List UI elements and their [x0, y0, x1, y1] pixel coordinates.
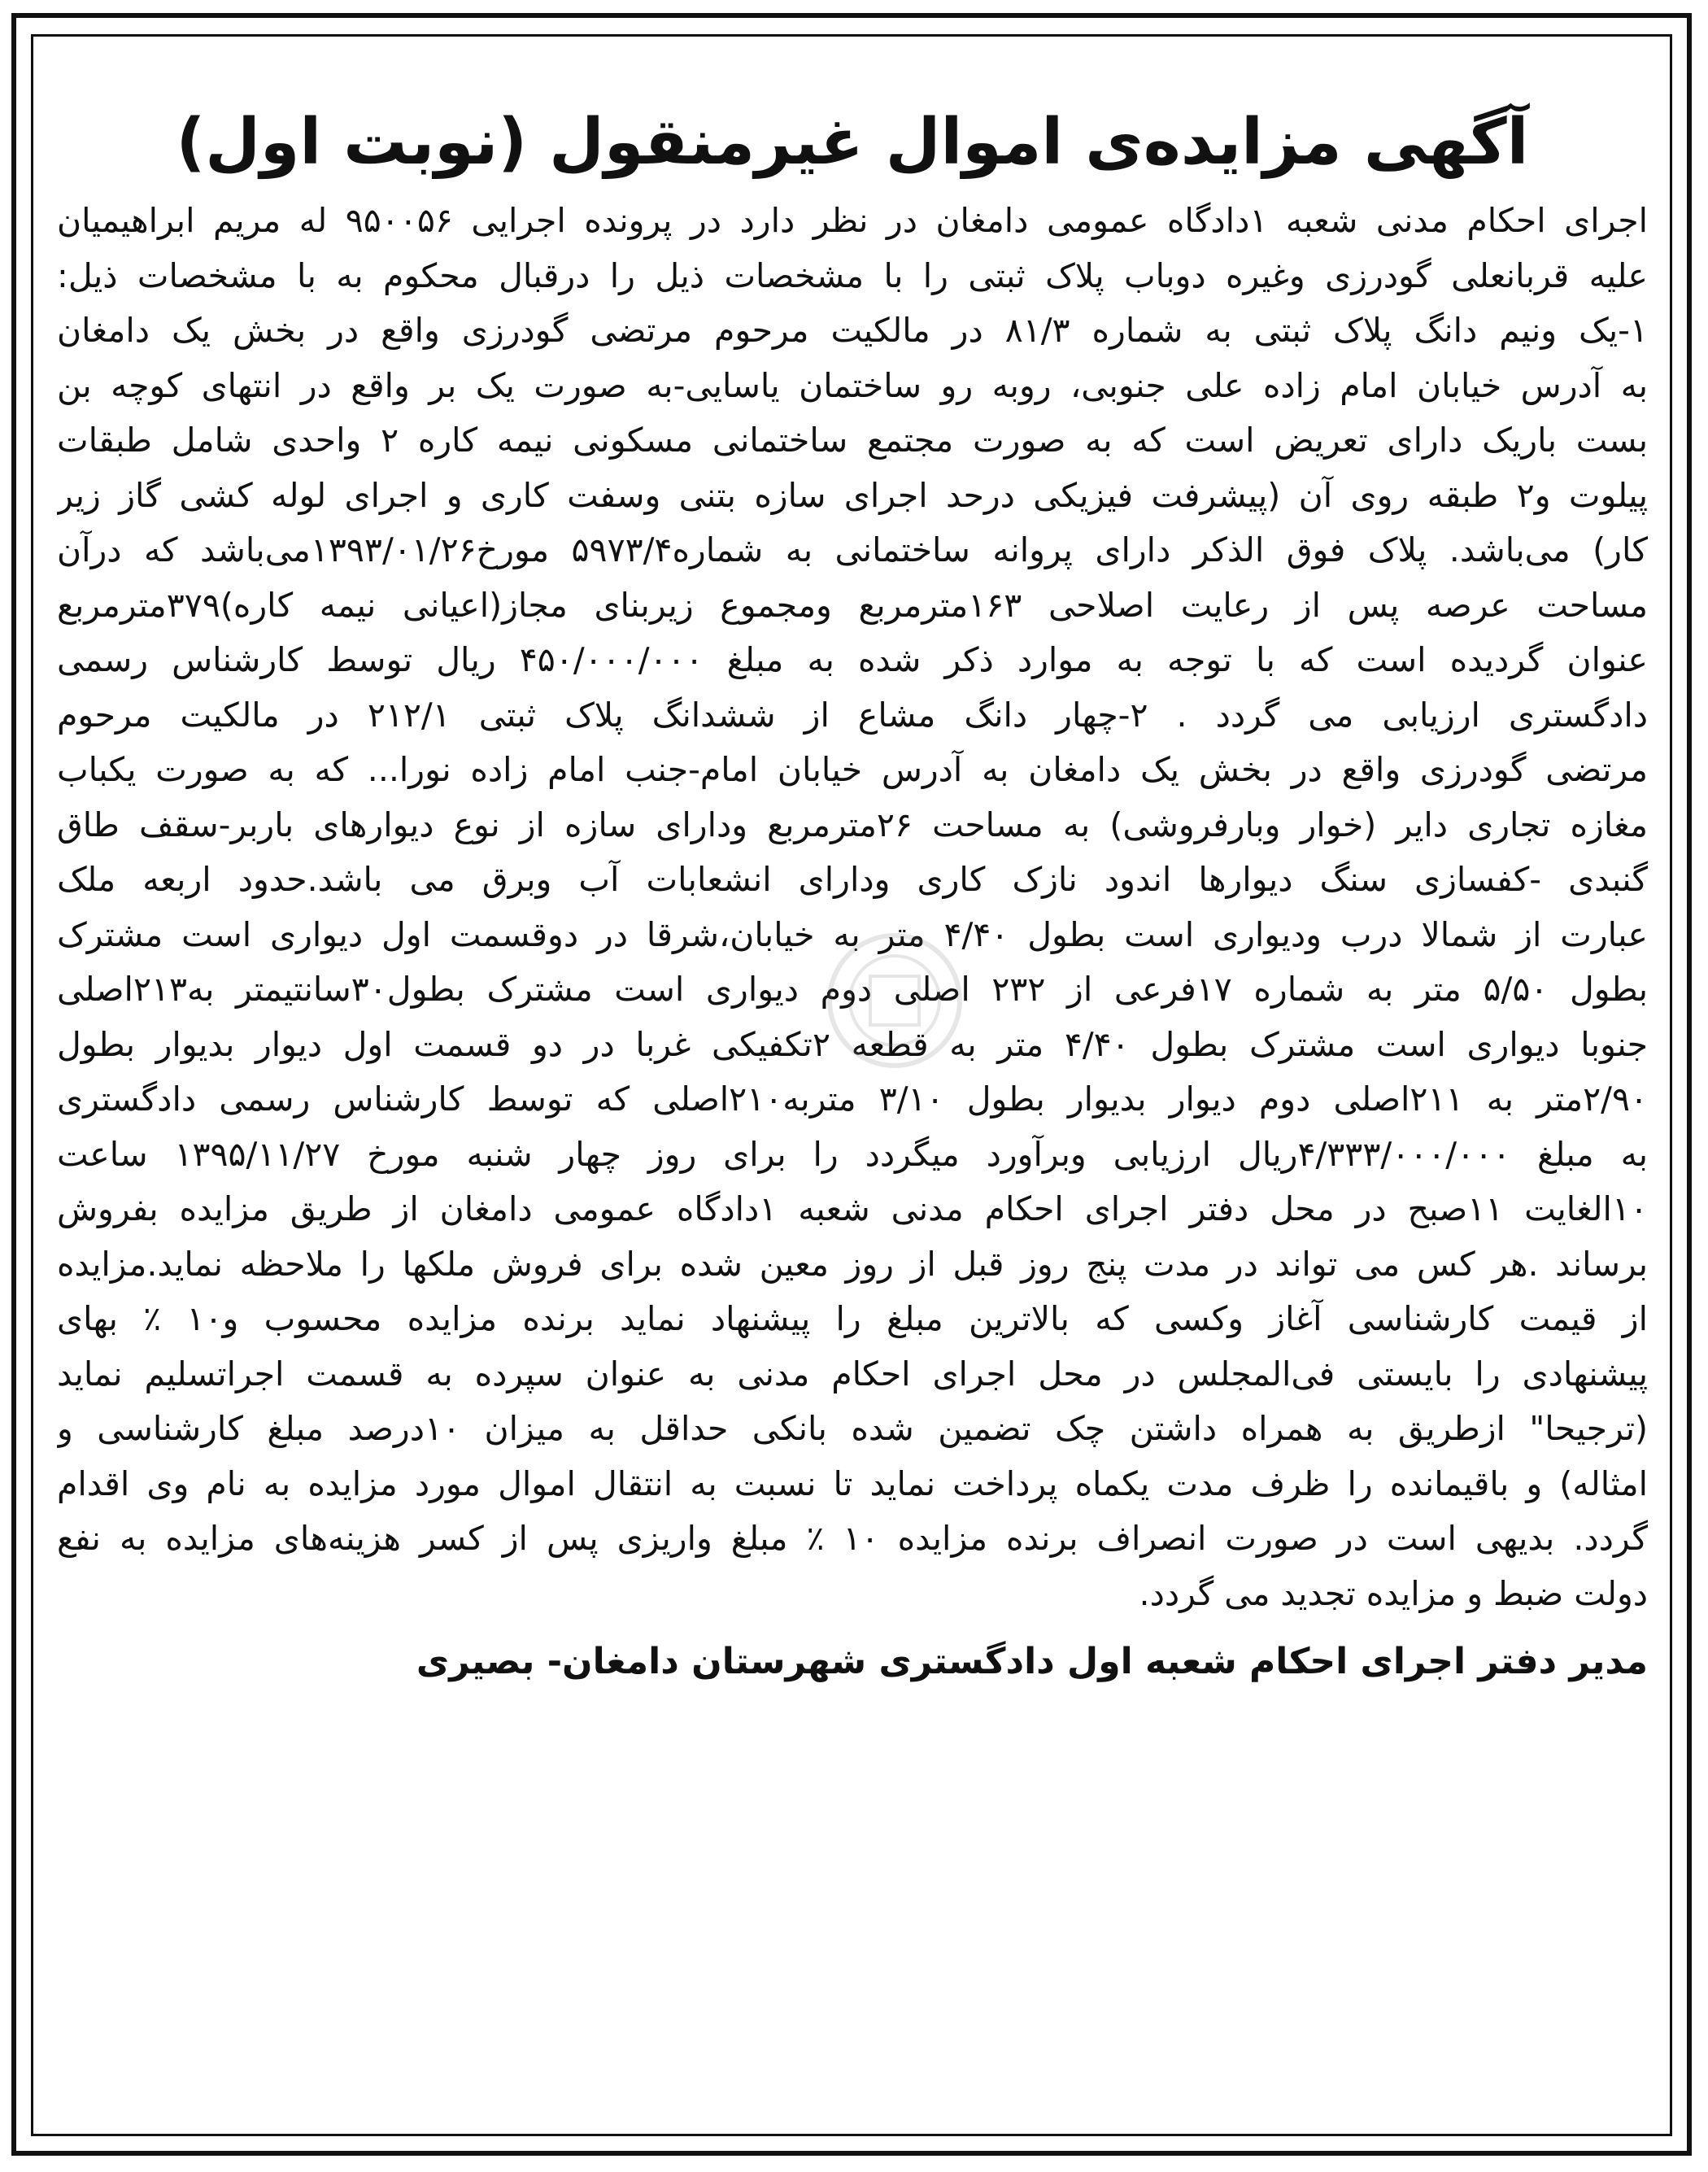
text-line: از قیمت کارشناسی آغاز وکسی که بالاترین مبلغ را پیشنهاد نماید برنده مزایده محسوب و۱۰ ٪ بهای — [57, 1299, 1648, 1338]
text-line: جنوبا دیواری است مشترک بطول ۴/۴۰ متر به قطعه ۲تکفیکی غربا در دو قسمت اول دیوار بدیوار بطول — [57, 1024, 1648, 1064]
text-line: عنوان گردیده است که با توجه به موارد ذکر شده به مبلغ ۴۵۰/۰۰۰/۰۰۰ ریال توسط کارشناس رسمی — [57, 640, 1648, 679]
text-line: گردد. بدیهی است در صورت انصراف برنده مزایده ۱۰ ٪ مبلغ واریزی پس از کسر هزینه‌های مزایده به نفع — [57, 1519, 1648, 1558]
text-line: ۲/۹۰متر به ۲۱۱اصلی دوم دیوار بدیوار بطول ۳/۱۰ متربه۲۱۰اصلی که توسط کارشناس رسمی دادگستری — [57, 1079, 1648, 1119]
text-line: اجرای احکام مدنی شعبه ۱دادگاه عمومی دامغان در نظر دارد در پرونده اجرایی ۹۵۰۰۵۶ له مریم ابراهیمیان — [57, 201, 1648, 240]
text-line: مغازه تجاری دایر (خوار وبارفروشی) به مساحت ۲۶مترمربع ودارای سازه از نوع دیوارهای باربر-سقف طاق — [57, 805, 1648, 844]
text-line: امثاله) و باقیمانده را ظرف مدت یکماه پرداخت نماید تا نسبت به انتقال اموال مورد مزایده به نام وی اقدام — [57, 1463, 1648, 1503]
text-line: عبارت از شمالا درب ودیواری است بطول ۴/۴۰ متر به خیابان،شرقا در دوقسمت اول دیواری است مشترک — [57, 914, 1648, 954]
signature: مدیر دفتر اجرای احکام شعبه اول دادگستری شهرستان دامغان- بصیری — [416, 1641, 1648, 1682]
notice-paragraph — [57, 194, 1648, 1621]
text-line: پیشنهادی را بایستی فی‌المجلس در محل اجرای احکام مدنی به عنوان سپرده به قسمت اجراتسلیم نماید — [57, 1354, 1648, 1393]
text-line: دولت ضبط و مزایده تجدید می گردد. — [1139, 1573, 1648, 1613]
text-line: (ترجیحا" ازطریق به همراه داشتن چک تضمین شده بانکی حداقل به میزان ۱۰درصد مبلغ کارشناسی و — [57, 1409, 1648, 1448]
text-line: مساحت عرصه پس از رعایت اصلاحی ۱۶۳مترمربع ومجموع زیربنای مجاز(اعیانی نیمه کاره)۳۷۹مترمربع — [57, 585, 1648, 625]
text-line: مرتضی گودرزی واقع در بخش یک دامغان به آدرس خیابان امام-جنب امام زاده نورا... که به صورت یکباب — [57, 750, 1648, 789]
notice-title: آگهی مزایده‌ی اموال غیرمنقول (نوبت اول) — [176, 106, 1529, 179]
text-line: ۱-یک ونیم دانگ پلاک ثبتی به شماره ۸۱/۳ در مالکیت مرحوم مرتضی گودرزی واقع در بخش یک دامغان — [57, 311, 1648, 350]
text-line: به مبلغ ۴/۳۳۳/۰۰۰/۰۰۰ریال ارزیابی وبرآورد میگردد را برای روز چهار شنبه مورخ ۱۳۹۵/۱۱/۲۷ ساعت — [57, 1134, 1648, 1174]
text-line: بطول ۵/۵۰ متر به شماره ۱۷فرعی از ۲۳۲ اصلی دوم دیواری است مشترک بطول۳۰سانتیمتر به۲۱۳اصلی — [57, 970, 1648, 1009]
text-line: گنبدی -کفسازی سنگ دیوارها اندود نازک کاری ودارای انشعابات آب وبرق می باشد.حدود اربعه ملک — [57, 860, 1648, 899]
text-line: پیلوت و۲ طبقه روی آن (پیشرفت فیزیکی درحد اجرای سازه بتنی وسفت کاری و اجرای لوله کشی گاز زیر — [57, 475, 1648, 515]
notice-body — [57, 98, 1648, 1694]
text-line: علیه قربانعلی گودرزی وغیره دوباب پلاک ثبتی را با مشخصات ذیل را درقبال محکوم به با مشخصات ذیل: — [57, 255, 1648, 295]
text-line: به آدرس خیابان امام زاده علی جنوبی، روبه رو ساختمان یاسایی-به صورت یک بر واقع در انتهای کوچه بن — [57, 365, 1648, 405]
text-line: برساند .هر کس می تواند در مدت پنج روز قبل از روز معین شده برای فروش ملکها را ملاحظه نماید.مزایده — [57, 1244, 1648, 1284]
text-line: ۱۰الغایت ۱۱صبح در محل دفتر اجرای احکام مدنی شعبه ۱دادگاه عمومی دامغان از طریق مزایده بفروش — [57, 1189, 1648, 1228]
text-line: کار) می‌باشد. پلاک فوق الذکر دارای پروانه ساختمانی به شماره۵۹۷۳/۴ مورخ۱۳۹۳/۰۱/۲۶می‌باشد که درآن — [57, 530, 1648, 569]
text-line: بست باریک دارای تعریض است که به صورت مجتمع ساختمانی مسکونی نیمه کاره ۲ واحدی شامل طبقات — [57, 421, 1648, 460]
text-line: دادگستری ارزیابی می گردد . ۲-چهار دانگ مشاع از ششدانگ پلاک ثبتی ۲۱۲/۱ در مالکیت مرحوم — [57, 695, 1648, 735]
